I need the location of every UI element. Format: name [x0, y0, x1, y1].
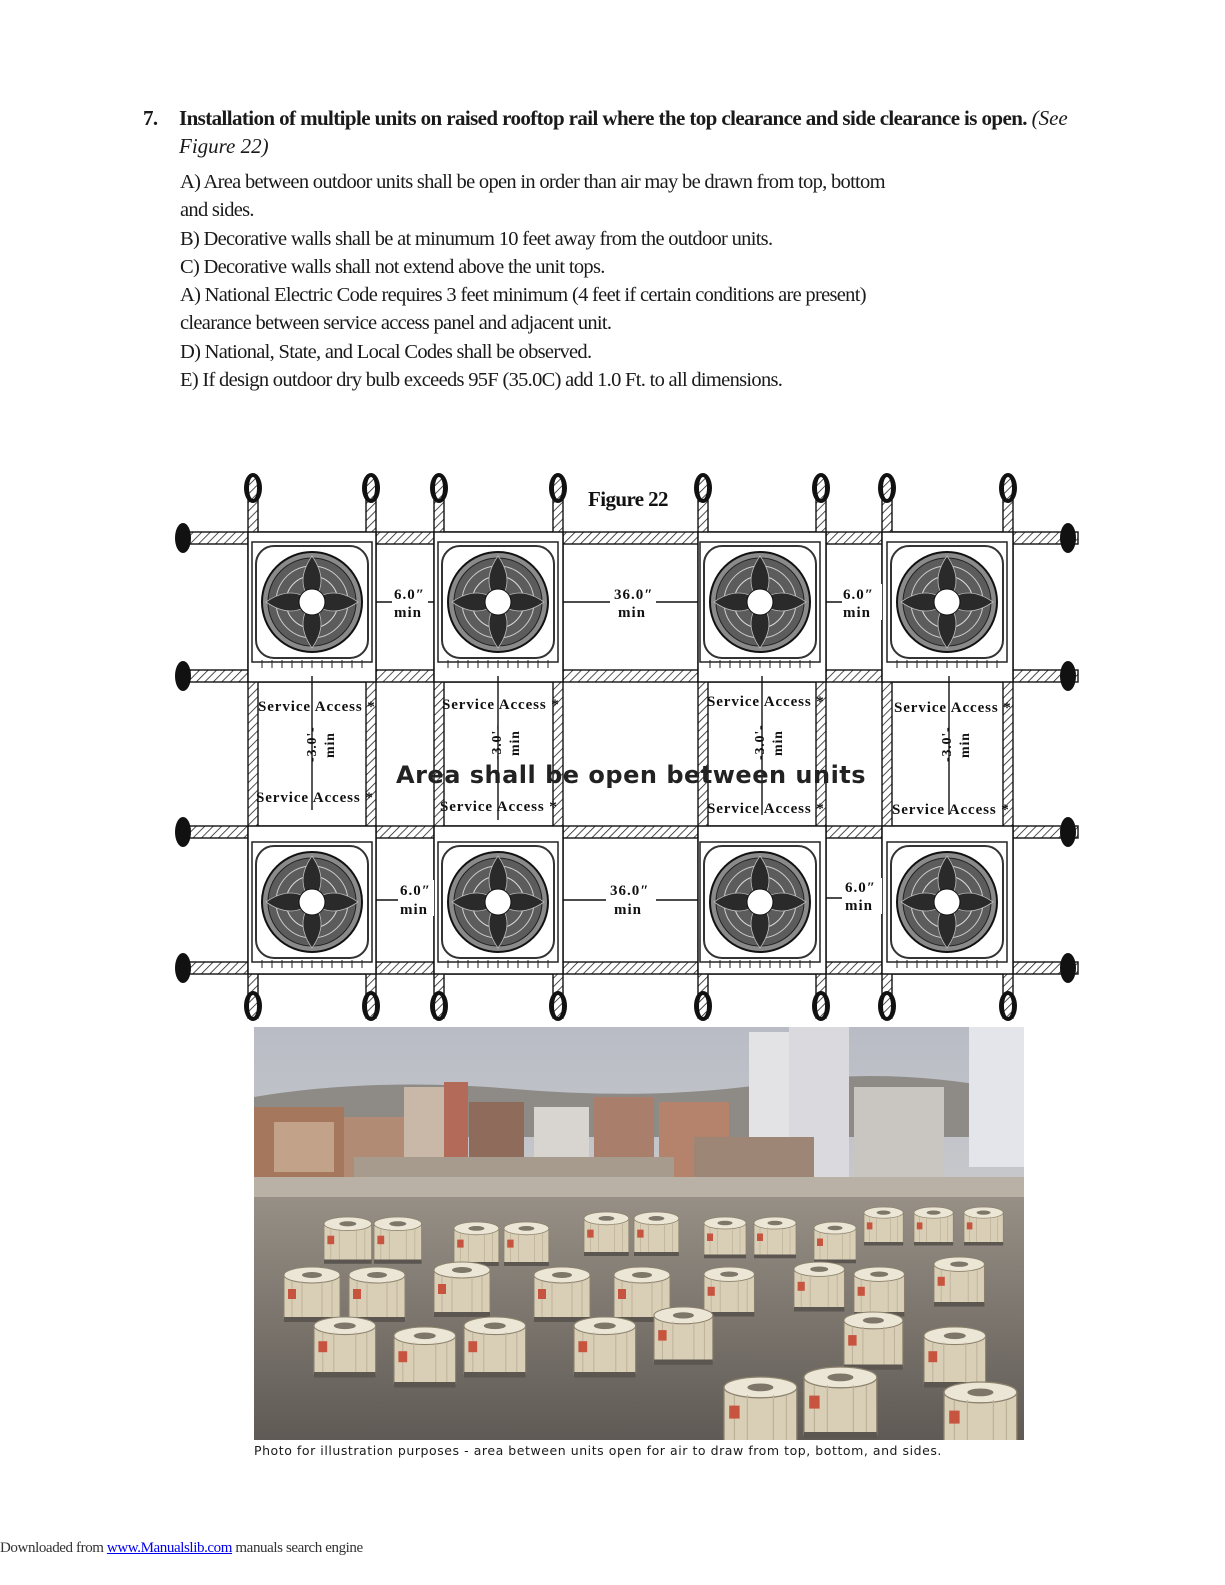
list-item: B) Decorative walls shall be at minumum 10 feet away from the outdoor units. [180, 227, 773, 250]
dimension-lines [312, 602, 949, 900]
section-title: Installation of multiple units on raised rooftop rail where the top clearance and side clearance is open. [179, 106, 1027, 130]
outdoor-unit [882, 532, 1013, 682]
dimension-3ft: -3.0'- [305, 726, 320, 762]
dimension-min: min [323, 732, 338, 758]
dimension-min: min [618, 605, 647, 621]
dimension-3ft: -3.0'- [490, 724, 505, 760]
service-access-label: Service Access * [258, 699, 376, 715]
requirements-list [180, 168, 1080, 394]
service-access-label: Service Access * [892, 802, 1010, 818]
manualslib-link[interactable]: www.Manualslib.com [106, 1540, 233, 1556]
figure-reference: (See Figure 22) [179, 106, 1068, 158]
list-item: and sides. [180, 199, 254, 222]
dimension-6in: 6.0″ [843, 587, 875, 603]
footer-suffix: manuals search engine [232, 1540, 363, 1556]
outdoor-unit [434, 532, 563, 682]
dimension-min: min [614, 902, 643, 918]
outdoor-unit [434, 826, 563, 974]
dimension-min: min [845, 898, 874, 914]
list-item: A) National Electric Code requires 3 feet minimum (4 feet if certain conditions are present) [180, 284, 866, 307]
figure-title: Figure 22 [588, 487, 668, 511]
list-item: D) National, State, and Local Codes shall be observed. [180, 340, 592, 363]
service-access-label: Service Access * [256, 790, 374, 806]
service-access-label: Service Access * [442, 697, 560, 713]
dimension-3ft: -3.0'- [753, 724, 768, 760]
footer-prefix: Downloaded from [0, 1540, 107, 1556]
dimension-min: min [771, 730, 786, 756]
list-item: E) If design outdoor dry bulb exceeds 95F (35.0C) add 1.0 Ft. to all dimensions. [180, 369, 783, 392]
dimension-6in: 6.0″ [394, 587, 426, 603]
outdoor-unit [882, 826, 1013, 974]
dimension-36in: 36.0″ [610, 883, 650, 899]
list-item: clearance between service access panel and adjacent unit. [180, 312, 612, 335]
dimension-min: min [958, 732, 973, 758]
dimension-3ft: -3.0'- [940, 726, 955, 762]
dimension-min: min [843, 605, 872, 621]
outdoor-unit [248, 826, 376, 974]
dimension-6in: 6.0″ [400, 883, 432, 899]
open-area-label: Area shall be open between units [396, 761, 867, 789]
outdoor-unit [248, 532, 376, 682]
service-access-label: Service Access * [894, 700, 1012, 716]
service-access-label: Service Access * [440, 799, 558, 815]
outdoor-unit [698, 532, 826, 682]
list-item: C) Decorative walls shall not extend above the unit tops. [180, 255, 605, 278]
photo-caption: Photo for illustration purposes - area between units open for air to draw from top, bottom, and sides. [254, 1443, 942, 1458]
section-title-line [179, 104, 1113, 160]
dimension-min: min [508, 730, 523, 756]
rooftop-units-photo [254, 1027, 1024, 1440]
dimension-36in: 36.0″ [614, 587, 654, 603]
service-access-label: Service Access * [707, 801, 825, 817]
dimension-min: min [400, 902, 429, 918]
list-item: A) Area between outdoor units shall be open in order than air may be drawn from top, bottom [180, 171, 885, 193]
figure-22-diagram [170, 470, 1090, 1030]
dimension-6in: 6.0″ [845, 880, 877, 896]
footer [0, 1540, 363, 1557]
outdoor-unit [698, 826, 826, 974]
section-number: 7. [143, 106, 158, 130]
dimension-min: min [394, 605, 423, 621]
service-access-label: Service Access * [707, 694, 825, 710]
section-heading [143, 104, 1113, 160]
